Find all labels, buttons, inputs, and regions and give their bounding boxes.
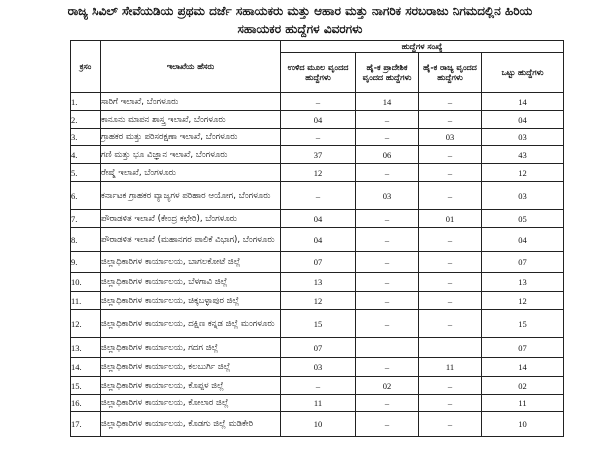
row-remaining-cadre-posts: 07 bbox=[281, 252, 356, 273]
row-hk-state-posts: – bbox=[419, 412, 482, 437]
table-row bbox=[71, 273, 564, 292]
row-total-posts: 10 bbox=[482, 412, 564, 437]
row-remaining-cadre-posts: 15 bbox=[281, 310, 356, 338]
table-row bbox=[71, 395, 564, 412]
row-hk-state-posts bbox=[419, 338, 482, 358]
row-serial-number: 8. bbox=[71, 228, 101, 252]
row-remaining-cadre-posts: 04 bbox=[281, 111, 356, 129]
row-total-posts: 05 bbox=[482, 210, 564, 228]
row-hk-state-posts: 11 bbox=[419, 358, 482, 377]
row-serial-number: 10. bbox=[71, 273, 101, 292]
row-total-posts: 11 bbox=[482, 395, 564, 412]
row-total-posts: 04 bbox=[482, 228, 564, 252]
row-serial-number: 14. bbox=[71, 358, 101, 377]
row-serial-number: 6. bbox=[71, 182, 101, 210]
row-total-posts: 02 bbox=[482, 377, 564, 395]
row-total-posts: 14 bbox=[482, 93, 564, 111]
row-hk-regional-posts: 03 bbox=[356, 182, 419, 210]
row-remaining-cadre-posts: 11 bbox=[281, 395, 356, 412]
row-remaining-cadre-posts: 10 bbox=[281, 412, 356, 437]
table-row bbox=[71, 310, 564, 338]
table-row bbox=[71, 358, 564, 377]
row-serial-number: 7. bbox=[71, 210, 101, 228]
row-office-name: ಸಾರಿಗೆ ಇಲಾಖೆ, ಬೆಂಗಳೂರು bbox=[101, 93, 281, 111]
table-row bbox=[71, 111, 564, 129]
row-remaining-cadre-posts: – bbox=[281, 129, 356, 146]
row-serial-number: 3. bbox=[71, 129, 101, 146]
row-remaining-cadre-posts: – bbox=[281, 182, 356, 210]
row-hk-state-posts: – bbox=[419, 252, 482, 273]
table-row bbox=[71, 182, 564, 210]
row-office-name: ಜಿಲ್ಲಾಧಿಕಾರಿಗಳ ಕಾರ್ಯಾಲಯ, ಕೋಲಾರ ಜಿಲ್ಲೆ bbox=[101, 395, 281, 412]
row-total-posts: 03 bbox=[482, 129, 564, 146]
row-office-name: ಕರ್ನಾಟಕ ಗ್ರಾಹಕರ ವ್ಯಾಜ್ಯಗಳ ಪರಿಹಾರ ಆಯೋಗ, ಬೆಂಗಳೂರು bbox=[101, 182, 281, 210]
row-office-name: ಪೌರಾಡಳಿತ ಇಲಾಖೆ (ಕೇಂದ್ರ ಕಛೇರಿ), ಬೆಂಗಳೂರು bbox=[101, 210, 281, 228]
table-row bbox=[71, 129, 564, 146]
table-row bbox=[71, 146, 564, 164]
document-title-line1: ರಾಜ್ಯ ಸಿವಿಲ್ ಸೇವೆಯಡಿಯ ಪ್ರಥಮ ದರ್ಜೆ ಸಹಾಯಕರು ಮತ್ತು ಆಹಾರ ಮತ್ತು ನಾಗರಿಕ ಸರಬರಾಜು ನಿಗಮದಲ್ಲಿನ ಹಿರಿಯ bbox=[67, 4, 533, 18]
row-hk-regional-posts: – bbox=[356, 395, 419, 412]
row-total-posts: 14 bbox=[482, 358, 564, 377]
table-row bbox=[71, 164, 564, 182]
row-total-posts: 03 bbox=[482, 182, 564, 210]
row-serial-number: 17. bbox=[71, 412, 101, 437]
table-row bbox=[71, 292, 564, 310]
row-office-name: ಜಿಲ್ಲಾಧಿಕಾರಿಗಳ ಕಾರ್ಯಾಲಯ, ಚಿಕ್ಕಬಳ್ಳಾಪುರ ಜಿಲ್ಲೆ bbox=[101, 292, 281, 310]
row-office-name: ಜಿಲ್ಲಾಧಿಕಾರಿಗಳ ಕಾರ್ಯಾಲಯ, ಬಾಗಲಕೋಟೆ ಜಿಲ್ಲೆ bbox=[101, 252, 281, 273]
row-hk-state-posts: – bbox=[419, 146, 482, 164]
table-row bbox=[71, 228, 564, 252]
row-hk-state-posts: – bbox=[419, 182, 482, 210]
col-header-total: ಒಟ್ಟು ಹುದ್ದೆಗಳು bbox=[482, 53, 564, 93]
row-office-name: ಜಿಲ್ಲಾಧಿಕಾರಿಗಳ ಕಾರ್ಯಾಲಯ, ಗದಗ ಜಿಲ್ಲೆ bbox=[101, 338, 281, 358]
row-hk-regional-posts: – bbox=[356, 252, 419, 273]
row-hk-state-posts: 03 bbox=[419, 129, 482, 146]
row-total-posts: 07 bbox=[482, 252, 564, 273]
table-row bbox=[71, 412, 564, 437]
row-office-name: ಜಿಲ್ಲಾಧಿಕಾರಿಗಳ ಕಾರ್ಯಾಲಯ, ಕೊಪ್ಪಳ ಜಿಲ್ಲೆ bbox=[101, 377, 281, 395]
row-hk-regional-posts: – bbox=[356, 412, 419, 437]
row-hk-regional-posts: 06 bbox=[356, 146, 419, 164]
row-remaining-cadre-posts: 13 bbox=[281, 273, 356, 292]
row-remaining-cadre-posts: 07 bbox=[281, 338, 356, 358]
col-header-office: ಇಲಾಖೆಯ ಹೆಸರು bbox=[101, 41, 281, 93]
row-total-posts: 04 bbox=[482, 111, 564, 129]
row-hk-regional-posts: – bbox=[356, 129, 419, 146]
row-total-posts: 15 bbox=[482, 310, 564, 338]
row-hk-state-posts: – bbox=[419, 273, 482, 292]
row-serial-number: 5. bbox=[71, 164, 101, 182]
row-office-name: ಕಾನೂನು ಮಾಪನ ಶಾಸ್ತ್ರ ಇಲಾಖೆ, ಬೆಂಗಳೂರು bbox=[101, 111, 281, 129]
row-remaining-cadre-posts: 04 bbox=[281, 210, 356, 228]
row-hk-state-posts: – bbox=[419, 228, 482, 252]
row-hk-state-posts: – bbox=[419, 395, 482, 412]
vacancy-table bbox=[70, 40, 564, 437]
row-office-name: ಜಿಲ್ಲಾಧಿಕಾರಿಗಳ ಕಾರ್ಯಾಲಯ, ದಕ್ಷಿಣ ಕನ್ನಡ ಜಿಲ್ಲೆ ಮಂಗಳೂರು bbox=[101, 310, 281, 338]
row-office-name: ರೇಷ್ಮೆ ಇಲಾಖೆ, ಬೆಂಗಳೂರು bbox=[101, 164, 281, 182]
col-header-remaining-cadre: ಉಳಿದ ಮೂಲ ವೃಂದದ ಹುದ್ದೆಗಳು bbox=[281, 53, 356, 93]
row-office-name: ಗಣಿ ಮತ್ತು ಭೂ ವಿಜ್ಞಾನ ಇಲಾಖೆ, ಬೆಂಗಳೂರು bbox=[101, 146, 281, 164]
row-hk-regional-posts bbox=[356, 338, 419, 358]
col-header-hk-state: ಹೈ-ಕ ರಾಜ್ಯ ವೃಂದದ ಹುದ್ದೆಗಳು bbox=[419, 53, 482, 93]
table-row bbox=[71, 210, 564, 228]
row-serial-number: 4. bbox=[71, 146, 101, 164]
table-row bbox=[71, 252, 564, 273]
col-header-sl: ಕ್ರಸಂ bbox=[71, 41, 101, 93]
row-office-name: ಜಿಲ್ಲಾಧಿಕಾರಿಗಳ ಕಾರ್ಯಾಲಯ, ಬೆಳಗಾವಿ ಜಿಲ್ಲೆ bbox=[101, 273, 281, 292]
row-remaining-cadre-posts: 12 bbox=[281, 292, 356, 310]
row-serial-number: 2. bbox=[71, 111, 101, 129]
table-row bbox=[71, 93, 564, 111]
row-remaining-cadre-posts: 12 bbox=[281, 164, 356, 182]
row-hk-regional-posts: – bbox=[356, 228, 419, 252]
row-remaining-cadre-posts: – bbox=[281, 93, 356, 111]
row-serial-number: 13. bbox=[71, 338, 101, 358]
row-hk-regional-posts: – bbox=[356, 273, 419, 292]
row-hk-regional-posts: 02 bbox=[356, 377, 419, 395]
row-remaining-cadre-posts: 03 bbox=[281, 358, 356, 377]
row-hk-regional-posts: – bbox=[356, 358, 419, 377]
row-hk-state-posts: – bbox=[419, 377, 482, 395]
row-serial-number: 1. bbox=[71, 93, 101, 111]
row-total-posts: 13 bbox=[482, 273, 564, 292]
row-hk-regional-posts: – bbox=[356, 111, 419, 129]
row-serial-number: 15. bbox=[71, 377, 101, 395]
row-remaining-cadre-posts: 04 bbox=[281, 228, 356, 252]
document-title-line2: ಸಹಾಯಕರ ಹುದ್ದೆಗಳ ವಿವರಗಳು bbox=[237, 22, 363, 36]
row-office-name: ಜಿಲ್ಲಾಧಿಕಾರಿಗಳ ಕಾರ್ಯಾಲಯ, ಕಲಬುರ್ಗಿ ಜಿಲ್ಲೆ bbox=[101, 358, 281, 377]
row-remaining-cadre-posts: 37 bbox=[281, 146, 356, 164]
row-total-posts: 43 bbox=[482, 146, 564, 164]
row-total-posts: 12 bbox=[482, 292, 564, 310]
row-hk-regional-posts: 14 bbox=[356, 93, 419, 111]
col-header-posts-group: ಹುದ್ದೆಗಳ ಸಂಖ್ಯೆ bbox=[281, 41, 564, 53]
row-hk-state-posts: – bbox=[419, 292, 482, 310]
row-hk-state-posts: – bbox=[419, 164, 482, 182]
table-row bbox=[71, 377, 564, 395]
row-hk-regional-posts: – bbox=[356, 292, 419, 310]
table-header-row bbox=[71, 41, 564, 53]
row-office-name: ಜಿಲ್ಲಾಧಿಕಾರಿಗಳ ಕಾರ್ಯಾಲಯ, ಕೊಡಗು ಜಿಲ್ಲೆ ಮಡಿಕೇರಿ bbox=[101, 412, 281, 437]
row-hk-state-posts: – bbox=[419, 310, 482, 338]
row-serial-number: 9. bbox=[71, 252, 101, 273]
row-total-posts: 07 bbox=[482, 338, 564, 358]
col-header-hk-regional: ಹೈ-ಕ ಪ್ರಾದೇಶಿಕ ವೃಂದದ ಹುದ್ದೆಗಳು bbox=[356, 53, 419, 93]
table-row bbox=[71, 338, 564, 358]
row-hk-regional-posts: – bbox=[356, 310, 419, 338]
row-remaining-cadre-posts: – bbox=[281, 377, 356, 395]
row-hk-regional-posts: – bbox=[356, 164, 419, 182]
row-serial-number: 16. bbox=[71, 395, 101, 412]
row-hk-state-posts: – bbox=[419, 111, 482, 129]
row-serial-number: 11. bbox=[71, 292, 101, 310]
row-total-posts: 12 bbox=[482, 164, 564, 182]
row-hk-regional-posts: – bbox=[356, 210, 419, 228]
row-hk-state-posts: 01 bbox=[419, 210, 482, 228]
row-hk-state-posts: – bbox=[419, 93, 482, 111]
row-office-name: ಪೌರಾಡಳಿತ ಇಲಾಖೆ (ಮಹಾನಗರ ಪಾಲಿಕೆ ವಿಭಾಗ), ಬೆಂಗಳೂರು bbox=[101, 228, 281, 252]
table-body bbox=[71, 93, 564, 437]
row-serial-number: 12. bbox=[71, 310, 101, 338]
row-office-name: ಗ್ರಾಹಕರ ಮತ್ತು ಪರಿಸರಕ್ಷಣಾ ಇಲಾಖೆ, ಬೆಂಗಳೂರು bbox=[101, 129, 281, 146]
